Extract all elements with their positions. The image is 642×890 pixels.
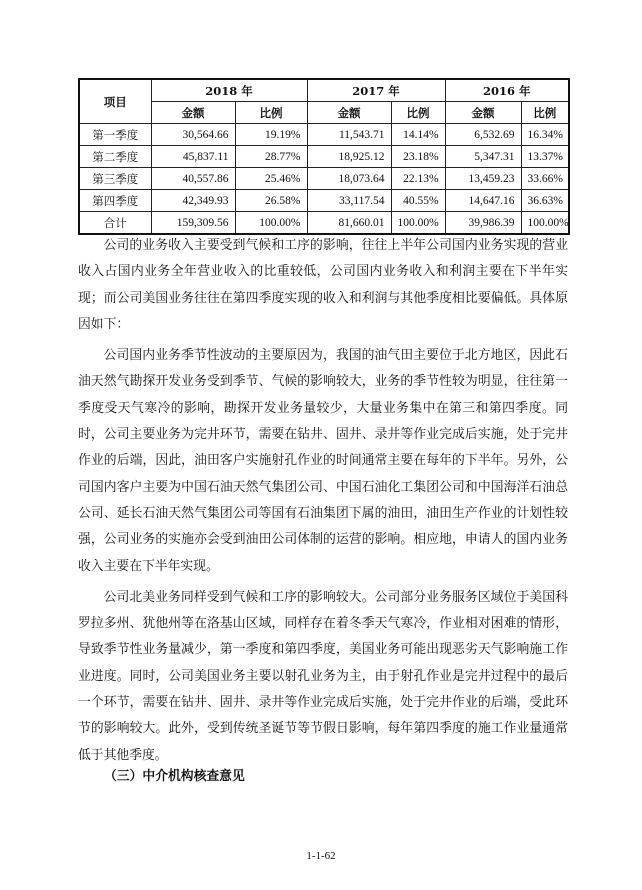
cell: 23.18%: [391, 146, 445, 168]
cell: 33,117.54: [307, 190, 391, 212]
header-year: 2016 年: [445, 79, 569, 102]
row-label: 第二季度: [79, 146, 151, 168]
cell: 45,837.11: [151, 146, 235, 168]
cell: 39,986.39: [445, 212, 521, 235]
paragraph: 公司的业务收入主要受到气候和工序的影响，往往上半年公司国内业务实现的营业收入占国内业务全年营业收入的比重较低，公司国内业务收入和利润主要在下半年实现；而公司美国业务往往在第四季度实现的收入和利润与其他季度相比要偏低。具体原因如下：: [78, 238, 568, 332]
row-label: 第三季度: [79, 168, 151, 190]
table-row: [79, 168, 569, 190]
cell: 25.46%: [235, 168, 307, 190]
page-number: 1-1-62: [306, 850, 336, 862]
cell: 159,309.56: [151, 212, 235, 235]
cell: 16.34%: [521, 124, 569, 146]
cell: 36.63%: [521, 190, 569, 212]
header-ratio: 比例: [391, 102, 445, 124]
cell: 81,660.01: [307, 212, 391, 235]
header-amount: 金额: [307, 102, 391, 124]
header-ratio: 比例: [235, 102, 307, 124]
cell: 19.19%: [235, 124, 307, 146]
quarterly-revenue-table-container: [78, 78, 568, 235]
header-item: 项目: [79, 79, 151, 124]
cell: 40.55%: [391, 190, 445, 212]
header-amount: 金额: [445, 102, 521, 124]
cell: 40,557.86: [151, 168, 235, 190]
cell: 33.66%: [521, 168, 569, 190]
cell: 28.77%: [235, 146, 307, 168]
row-label: 第一季度: [79, 124, 151, 146]
cell: 22.13%: [391, 168, 445, 190]
cell: 14,647.16: [445, 190, 521, 212]
cell: 42,349.93: [151, 190, 235, 212]
table-row-total: [79, 212, 569, 235]
row-label: 合计: [79, 212, 151, 235]
section-heading: （三）中介机构核查意见: [104, 769, 245, 784]
cell: 100.00%: [391, 212, 445, 235]
paragraph: 公司国内业务季节性波动的主要原因为，我国的油气田主要位于北方地区，因此石油天然气勘探开发业务受到季节、气候的影响较大，业务的季节性较为明显，往往第一季度受天气寒冷的影响，勘探开发业务量较少，大量业务集中在第三和第四季度。同时，公司主要业务为完井环节，需要在钻井、固井、录井等作业完成后实施，处于完井作业的后端，因此，油田客户实施射孔作业的时间通常主要在每年的下半年。另外，公司国内客户主要为中国石油天然气集团公司、中国石油化工集团公司和中国海洋石油总公司、延长石油天然气集团公司等国有石油集团下属的油田，油田生产作业的计划性较强，公司业务的实施亦会受到油田公司体制的运营的影响。相应地，申请人的国内业务收入主要在下半年实现。: [78, 348, 568, 574]
paragraph: 公司北美业务同样受到气候和工序的影响较大。公司部分业务服务区域位于美国科罗拉多州、犹他州等在洛基山区域，同样存在着冬季天气寒冷，作业相对困难的情形，导致季节性业务量减少，第一季度和第四季度，美国业务可能出现恶劣天气影响施工作业进度。同时，公司美国业务主要以射孔业务为主，由于射孔作业是完井过程中的最后一个环节，需要在钻井、固井、录井等作业完成后实施，处于完井作业的后端，受此环节的影响较大。此外，受到传统圣诞节等节假日影响，每年第四季度的施工作业量通常低于其他季度。: [78, 589, 568, 763]
header-year: 2017 年: [307, 79, 445, 102]
table-row: [79, 190, 569, 212]
cell: 5,347.31: [445, 146, 521, 168]
body-text: [78, 233, 568, 769]
table-row: [79, 146, 569, 168]
cell: 18,925.12: [307, 146, 391, 168]
quarterly-revenue-table: [78, 78, 570, 235]
row-label: 第四季度: [79, 190, 151, 212]
cell: 13,459.23: [445, 168, 521, 190]
header-ratio: 比例: [521, 102, 569, 124]
cell: 100.00%: [235, 212, 307, 235]
table-row: [79, 124, 569, 146]
cell: 30,564.66: [151, 124, 235, 146]
cell: 14.14%: [391, 124, 445, 146]
header-year: 2018 年: [151, 79, 307, 102]
cell: 26.58%: [235, 190, 307, 212]
cell: 6,532.69: [445, 124, 521, 146]
cell: 11,543.71: [307, 124, 391, 146]
cell: 18,073.64: [307, 168, 391, 190]
header-amount: 金额: [151, 102, 235, 124]
cell: 13.37%: [521, 146, 569, 168]
cell: 100.00%: [521, 212, 569, 235]
